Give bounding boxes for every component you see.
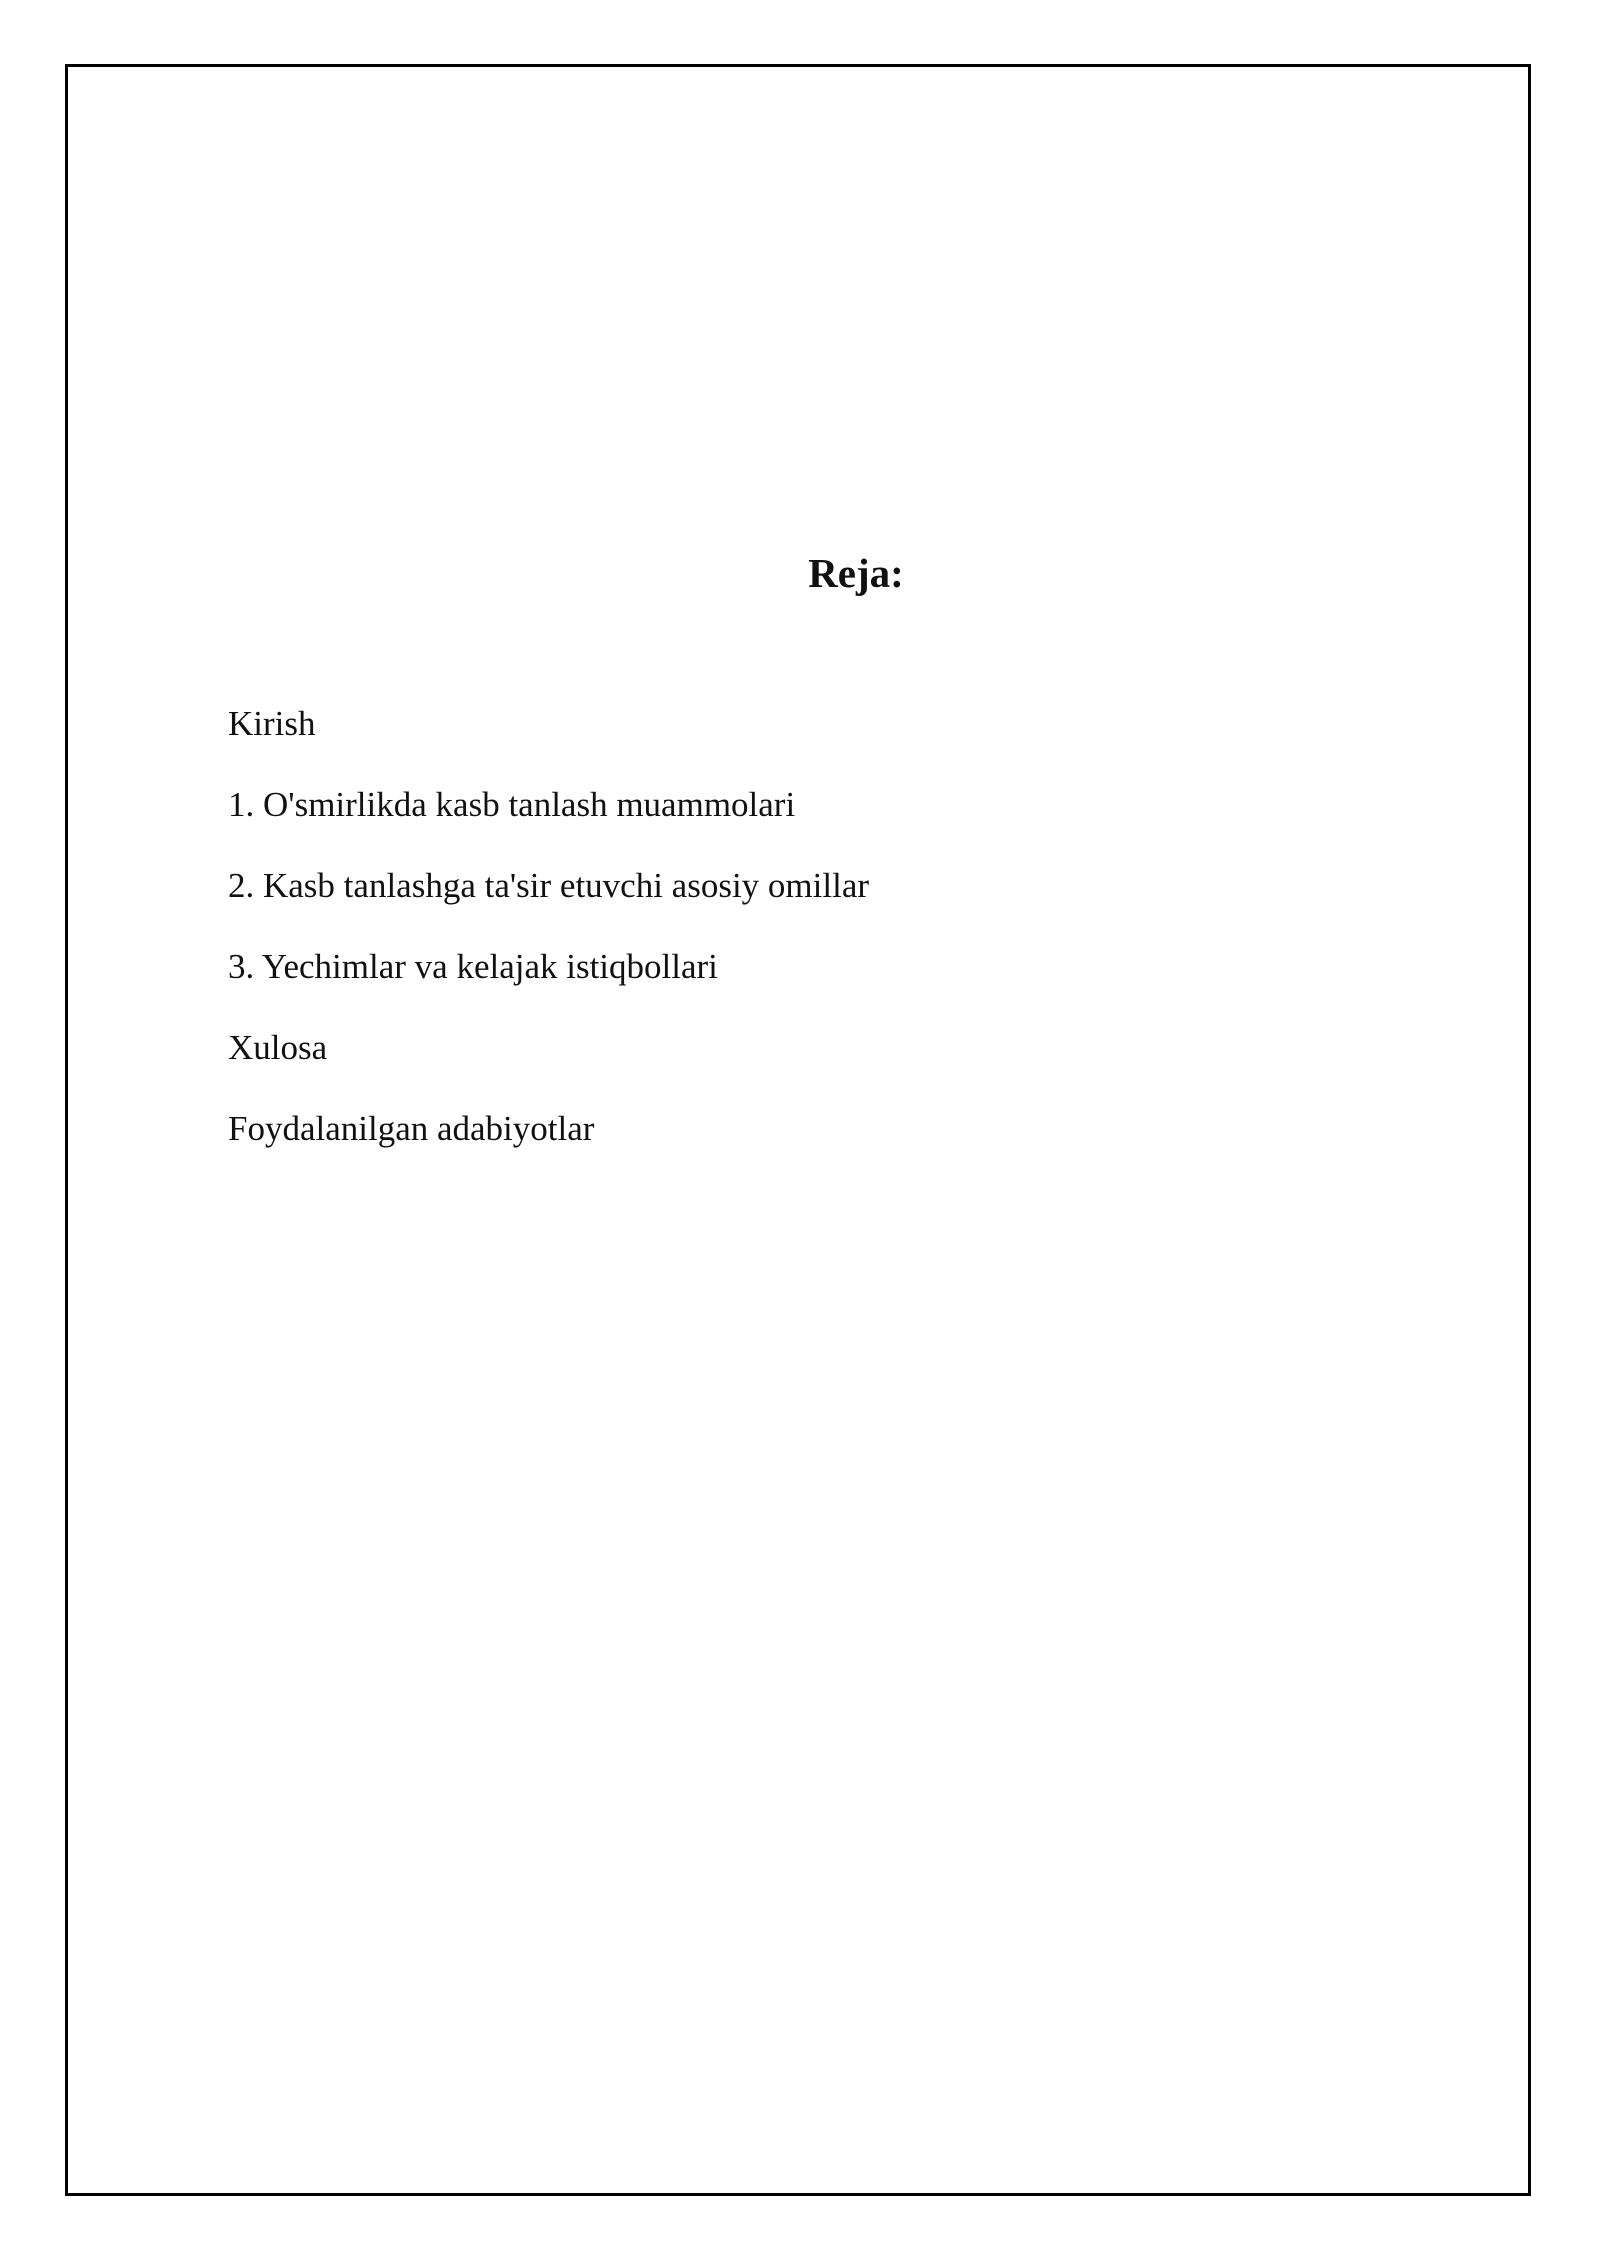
plan-item-conclusion: Xulosa <box>228 1028 328 1067</box>
plan-list <box>228 700 869 1186</box>
plan-item-chapter-1: 1. O'smirlikda kasb tanlash muammolari <box>228 785 796 824</box>
plan-item-chapter-3: 3. Yechimlar va kelajak istiqbollari <box>228 947 718 986</box>
plan-title: Reja: <box>808 550 904 596</box>
plan-item-references: Foydalanilgan adabiyotlar <box>228 1109 595 1148</box>
plan-item-introduction: Kirish <box>228 704 316 743</box>
plan-item-chapter-2: 2. Kasb tanlashga ta'sir etuvchi asosiy omillar <box>228 866 870 905</box>
